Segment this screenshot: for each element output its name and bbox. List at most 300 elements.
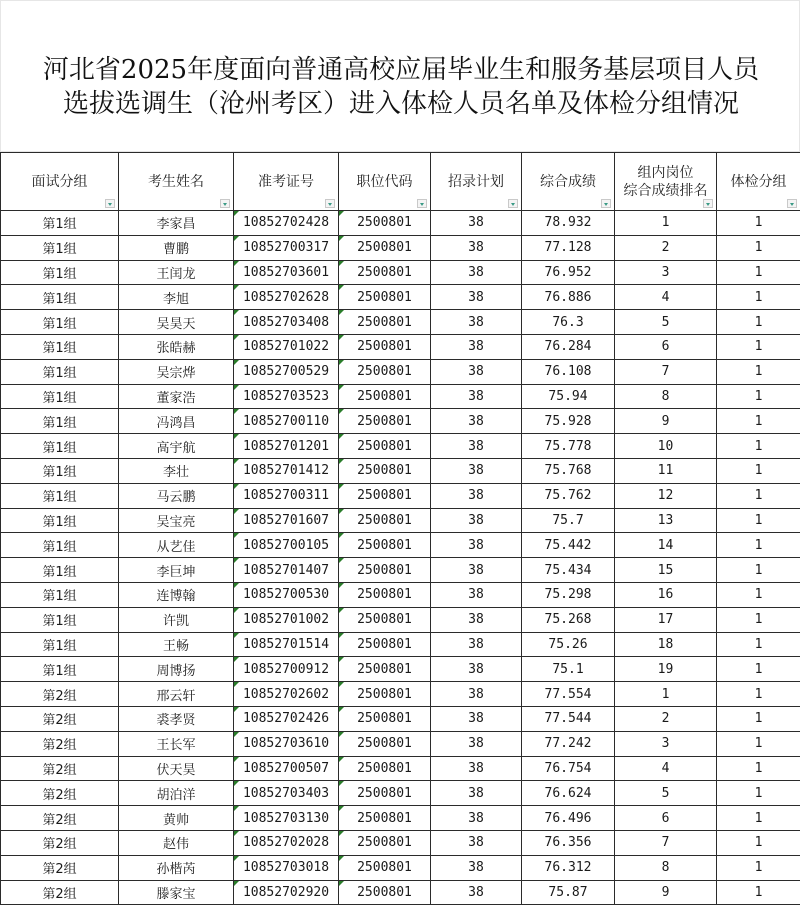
cell-plan[interactable]	[431, 483, 522, 508]
cell-position-code[interactable]	[339, 607, 431, 632]
cell-score-value: 75.268	[544, 612, 592, 628]
cell-interview-group[interactable]	[1, 211, 119, 236]
cell-exam-group[interactable]	[717, 756, 800, 781]
cell-candidate-name[interactable]	[119, 880, 234, 905]
cell-position-code[interactable]	[339, 582, 431, 607]
cell-candidate-name[interactable]	[119, 211, 234, 236]
cell-ticket-no-value: 10852701201	[242, 438, 330, 454]
cell-position-code[interactable]	[339, 458, 431, 483]
cell-ticket-no[interactable]	[234, 682, 339, 707]
cell-exam-group[interactable]	[717, 682, 800, 707]
cell-exam-group[interactable]	[717, 582, 800, 607]
cell-plan-value: 38	[468, 835, 484, 851]
cell-interview-group[interactable]	[1, 359, 119, 384]
cell-plan[interactable]	[431, 731, 522, 756]
text-format-marker-icon	[234, 633, 239, 638]
cell-position-code[interactable]	[339, 558, 431, 583]
text-format-marker-icon	[339, 434, 344, 439]
cell-rank[interactable]	[615, 359, 717, 384]
cell-score[interactable]	[522, 830, 615, 855]
cell-plan[interactable]	[431, 558, 522, 583]
cell-ticket-no-value: 10852703130	[242, 810, 330, 826]
column-header-label: 考生姓名	[148, 173, 204, 190]
cell-position-code[interactable]	[339, 880, 431, 905]
cell-score[interactable]	[522, 731, 615, 756]
cell-score[interactable]	[522, 310, 615, 335]
cell-ticket-no[interactable]	[234, 806, 339, 831]
cell-rank-value: 16	[657, 587, 674, 603]
cell-plan[interactable]	[431, 211, 522, 236]
cell-rank-value: 5	[661, 785, 670, 801]
cell-interview-group[interactable]	[1, 880, 119, 905]
cell-score[interactable]	[522, 409, 615, 434]
cell-ticket-no[interactable]	[234, 334, 339, 359]
cell-interview-group[interactable]	[1, 310, 119, 335]
cell-plan-value: 38	[468, 587, 484, 603]
cell-ticket-no-value: 10852700529	[242, 364, 330, 380]
cell-plan[interactable]	[431, 235, 522, 260]
cell-rank[interactable]	[615, 211, 717, 236]
cell-score[interactable]	[522, 682, 615, 707]
cell-rank[interactable]	[615, 285, 717, 310]
cell-exam-group-value: 1	[754, 364, 763, 380]
cell-ticket-no[interactable]	[234, 359, 339, 384]
cell-rank[interactable]	[615, 558, 717, 583]
cell-interview-group[interactable]	[1, 781, 119, 806]
cell-candidate-name[interactable]	[119, 830, 234, 855]
cell-plan[interactable]	[431, 334, 522, 359]
cell-plan[interactable]	[431, 409, 522, 434]
cell-rank[interactable]	[615, 334, 717, 359]
cell-candidate-name[interactable]	[119, 434, 234, 459]
cell-score[interactable]	[522, 880, 615, 905]
cell-score[interactable]	[522, 334, 615, 359]
text-format-marker-icon	[234, 856, 239, 861]
cell-plan[interactable]	[431, 781, 522, 806]
cell-exam-group[interactable]	[717, 880, 800, 905]
cell-rank[interactable]	[615, 310, 717, 335]
cell-rank[interactable]	[615, 657, 717, 682]
cell-position-code[interactable]	[339, 781, 431, 806]
cell-plan[interactable]	[431, 682, 522, 707]
cell-score[interactable]	[522, 359, 615, 384]
cell-position-code[interactable]	[339, 830, 431, 855]
cell-exam-group[interactable]	[717, 409, 800, 434]
cell-interview-group[interactable]	[1, 434, 119, 459]
cell-plan[interactable]	[431, 706, 522, 731]
cell-ticket-no[interactable]	[234, 434, 339, 459]
cell-score[interactable]	[522, 211, 615, 236]
cell-ticket-no[interactable]	[234, 235, 339, 260]
cell-interview-group[interactable]	[1, 285, 119, 310]
cell-exam-group[interactable]	[717, 211, 800, 236]
cell-ticket-no[interactable]	[234, 855, 339, 880]
cell-candidate-name[interactable]	[119, 334, 234, 359]
cell-score[interactable]	[522, 533, 615, 558]
cell-position-code[interactable]	[339, 855, 431, 880]
cell-candidate-name[interactable]	[119, 855, 234, 880]
cell-position-code[interactable]	[339, 285, 431, 310]
cell-score[interactable]	[522, 434, 615, 459]
cell-exam-group[interactable]	[717, 830, 800, 855]
cell-score[interactable]	[522, 781, 615, 806]
cell-position-code[interactable]	[339, 211, 431, 236]
text-format-marker-icon	[234, 434, 239, 439]
cell-candidate-name[interactable]	[119, 582, 234, 607]
cell-plan[interactable]	[431, 434, 522, 459]
cell-rank[interactable]	[615, 706, 717, 731]
cell-score[interactable]	[522, 483, 615, 508]
cell-rank[interactable]	[615, 756, 717, 781]
cell-exam-group[interactable]	[717, 632, 800, 657]
cell-candidate-name[interactable]	[119, 310, 234, 335]
text-format-marker-icon	[234, 385, 239, 390]
cell-position-code[interactable]	[339, 632, 431, 657]
cell-score[interactable]	[522, 706, 615, 731]
cell-score[interactable]	[522, 607, 615, 632]
cell-candidate-name[interactable]	[119, 781, 234, 806]
cell-plan[interactable]	[431, 533, 522, 558]
cell-exam-group[interactable]	[717, 657, 800, 682]
cell-plan[interactable]	[431, 508, 522, 533]
cell-ticket-no-value: 10852703601	[242, 264, 330, 280]
cell-candidate-name[interactable]	[119, 533, 234, 558]
filter-dropdown-icon[interactable]	[417, 199, 427, 208]
text-format-marker-icon	[234, 236, 239, 241]
cell-rank[interactable]	[615, 483, 717, 508]
cell-position-code[interactable]	[339, 434, 431, 459]
cell-position-code-value: 2500801	[357, 413, 412, 429]
cell-score[interactable]	[522, 855, 615, 880]
filter-dropdown-icon[interactable]	[325, 199, 335, 208]
cell-rank[interactable]	[615, 607, 717, 632]
table-row	[1, 880, 800, 905]
cell-ticket-no[interactable]	[234, 582, 339, 607]
cell-score-value: 75.298	[544, 587, 592, 603]
cell-rank[interactable]	[615, 384, 717, 409]
cell-ticket-no[interactable]	[234, 384, 339, 409]
cell-interview-group[interactable]	[1, 558, 119, 583]
cell-ticket-no[interactable]	[234, 781, 339, 806]
cell-ticket-no[interactable]	[234, 310, 339, 335]
cell-plan[interactable]	[431, 657, 522, 682]
cell-exam-group[interactable]	[717, 855, 800, 880]
cell-rank[interactable]	[615, 806, 717, 831]
cell-candidate-name[interactable]	[119, 409, 234, 434]
cell-ticket-no-value: 10852701514	[242, 636, 330, 652]
table-row	[1, 211, 800, 236]
cell-score-value: 75.442	[544, 537, 592, 553]
cell-candidate-name[interactable]	[119, 682, 234, 707]
cell-position-code[interactable]	[339, 334, 431, 359]
cell-exam-group[interactable]	[717, 310, 800, 335]
cell-rank-value: 12	[657, 488, 674, 504]
cell-exam-group-value: 1	[754, 711, 763, 727]
cell-score[interactable]	[522, 260, 615, 285]
cell-ticket-no-value: 10852700105	[242, 537, 330, 553]
cell-candidate-name[interactable]	[119, 806, 234, 831]
cell-ticket-no[interactable]	[234, 409, 339, 434]
cell-candidate-name[interactable]	[119, 359, 234, 384]
cell-position-code[interactable]	[339, 657, 431, 682]
cell-ticket-no-value: 10852703610	[242, 736, 330, 752]
cell-position-code-value: 2500801	[357, 760, 412, 776]
cell-rank[interactable]	[615, 260, 717, 285]
cell-ticket-no[interactable]	[234, 632, 339, 657]
cell-ticket-no[interactable]	[234, 458, 339, 483]
cell-score-value: 75.26	[548, 636, 588, 652]
cell-position-code[interactable]	[339, 409, 431, 434]
cell-candidate-name[interactable]	[119, 285, 234, 310]
cell-rank[interactable]	[615, 458, 717, 483]
cell-interview-group[interactable]	[1, 384, 119, 409]
cell-rank[interactable]	[615, 508, 717, 533]
cell-score-value: 76.3	[552, 314, 584, 330]
cell-ticket-no[interactable]	[234, 830, 339, 855]
text-format-marker-icon	[234, 459, 239, 464]
cell-exam-group[interactable]	[717, 285, 800, 310]
cell-ticket-no-value: 10852701407	[242, 562, 330, 578]
cell-exam-group[interactable]	[717, 334, 800, 359]
cell-exam-group[interactable]	[717, 260, 800, 285]
cell-score-value: 77.128	[544, 240, 592, 256]
cell-exam-group-value: 1	[754, 835, 763, 851]
cell-ticket-no[interactable]	[234, 657, 339, 682]
cell-interview-group[interactable]	[1, 731, 119, 756]
cell-score[interactable]	[522, 458, 615, 483]
cell-position-code[interactable]	[339, 682, 431, 707]
cell-exam-group[interactable]	[717, 384, 800, 409]
cell-interview-group-value: 第1组	[42, 366, 77, 382]
cell-plan[interactable]	[431, 855, 522, 880]
cell-position-code[interactable]	[339, 359, 431, 384]
cell-score[interactable]	[522, 384, 615, 409]
cell-score-value: 76.284	[544, 339, 592, 355]
cell-rank[interactable]	[615, 830, 717, 855]
cell-candidate-name[interactable]	[119, 508, 234, 533]
cell-ticket-no[interactable]	[234, 483, 339, 508]
cell-score[interactable]	[522, 558, 615, 583]
filter-dropdown-icon[interactable]	[105, 199, 115, 208]
cell-plan[interactable]	[431, 830, 522, 855]
cell-score[interactable]	[522, 235, 615, 260]
cell-exam-group[interactable]	[717, 558, 800, 583]
cell-score[interactable]	[522, 756, 615, 781]
cell-position-code[interactable]	[339, 260, 431, 285]
cell-score[interactable]	[522, 806, 615, 831]
cell-rank[interactable]	[615, 235, 717, 260]
cell-ticket-no-value: 10852700311	[242, 488, 330, 504]
filter-dropdown-icon[interactable]	[220, 199, 230, 208]
cell-rank[interactable]	[615, 533, 717, 558]
table-row	[1, 756, 800, 781]
cell-interview-group[interactable]	[1, 582, 119, 607]
cell-exam-group-value: 1	[754, 463, 763, 479]
cell-plan[interactable]	[431, 285, 522, 310]
cell-position-code-value: 2500801	[357, 537, 412, 553]
cell-interview-group-value: 第1组	[42, 514, 77, 530]
cell-ticket-no-value: 10852702426	[242, 711, 330, 727]
cell-plan[interactable]	[431, 880, 522, 905]
cell-exam-group[interactable]	[717, 806, 800, 831]
cell-candidate-name[interactable]	[119, 756, 234, 781]
cell-plan[interactable]	[431, 260, 522, 285]
filter-dropdown-icon[interactable]	[508, 199, 518, 208]
cell-rank[interactable]	[615, 434, 717, 459]
text-format-marker-icon	[339, 409, 344, 414]
cell-exam-group[interactable]	[717, 434, 800, 459]
filter-dropdown-icon[interactable]	[703, 199, 713, 208]
cell-interview-group[interactable]	[1, 706, 119, 731]
cell-score-value: 75.928	[544, 413, 592, 429]
cell-exam-group[interactable]	[717, 607, 800, 632]
cell-position-code[interactable]	[339, 508, 431, 533]
column-header-score	[522, 153, 615, 211]
cell-score[interactable]	[522, 657, 615, 682]
cell-interview-group[interactable]	[1, 260, 119, 285]
cell-position-code-value: 2500801	[357, 562, 412, 578]
cell-score[interactable]	[522, 582, 615, 607]
cell-interview-group[interactable]	[1, 682, 119, 707]
cell-candidate-name[interactable]	[119, 706, 234, 731]
cell-interview-group[interactable]	[1, 458, 119, 483]
cell-exam-group[interactable]	[717, 533, 800, 558]
cell-ticket-no[interactable]	[234, 756, 339, 781]
roster-body	[1, 211, 800, 905]
filter-dropdown-icon[interactable]	[787, 199, 797, 208]
cell-exam-group[interactable]	[717, 359, 800, 384]
cell-interview-group[interactable]	[1, 830, 119, 855]
filter-dropdown-icon[interactable]	[601, 199, 611, 208]
cell-interview-group[interactable]	[1, 806, 119, 831]
cell-ticket-no[interactable]	[234, 508, 339, 533]
cell-plan[interactable]	[431, 756, 522, 781]
cell-plan[interactable]	[431, 582, 522, 607]
cell-position-code[interactable]	[339, 806, 431, 831]
cell-interview-group[interactable]	[1, 235, 119, 260]
cell-ticket-no[interactable]	[234, 731, 339, 756]
cell-position-code[interactable]	[339, 756, 431, 781]
cell-candidate-name[interactable]	[119, 558, 234, 583]
cell-interview-group-value: 第2组	[42, 762, 77, 778]
column-header-exam-group	[717, 153, 800, 211]
cell-score[interactable]	[522, 632, 615, 657]
cell-plan[interactable]	[431, 607, 522, 632]
text-format-marker-icon	[339, 781, 344, 786]
cell-rank[interactable]	[615, 409, 717, 434]
cell-candidate-name[interactable]	[119, 607, 234, 632]
cell-position-code[interactable]	[339, 706, 431, 731]
cell-position-code[interactable]	[339, 310, 431, 335]
cell-exam-group[interactable]	[717, 458, 800, 483]
cell-ticket-no-value: 10852701022	[242, 339, 330, 355]
cell-interview-group[interactable]	[1, 607, 119, 632]
cell-position-code-value: 2500801	[357, 686, 412, 702]
cell-candidate-name[interactable]	[119, 458, 234, 483]
cell-rank-value: 14	[657, 537, 674, 553]
cell-exam-group[interactable]	[717, 781, 800, 806]
cell-candidate-name[interactable]	[119, 483, 234, 508]
cell-exam-group[interactable]	[717, 235, 800, 260]
cell-candidate-name[interactable]	[119, 632, 234, 657]
cell-interview-group[interactable]	[1, 334, 119, 359]
cell-score-value: 75.762	[544, 488, 592, 504]
cell-rank[interactable]	[615, 731, 717, 756]
cell-plan[interactable]	[431, 806, 522, 831]
cell-candidate-name[interactable]	[119, 235, 234, 260]
cell-position-code[interactable]	[339, 533, 431, 558]
cell-interview-group[interactable]	[1, 657, 119, 682]
cell-rank[interactable]	[615, 632, 717, 657]
cell-interview-group[interactable]	[1, 855, 119, 880]
cell-interview-group-value: 第1组	[42, 490, 77, 506]
cell-exam-group[interactable]	[717, 508, 800, 533]
cell-interview-group[interactable]	[1, 756, 119, 781]
cell-exam-group[interactable]	[717, 731, 800, 756]
cell-candidate-name[interactable]	[119, 657, 234, 682]
cell-interview-group[interactable]	[1, 632, 119, 657]
cell-candidate-name-value: 李家昌	[156, 217, 196, 233]
cell-candidate-name[interactable]	[119, 731, 234, 756]
table-row	[1, 434, 800, 459]
text-format-marker-icon	[339, 360, 344, 365]
cell-score-value: 76.496	[544, 810, 592, 826]
cell-rank[interactable]	[615, 855, 717, 880]
cell-plan[interactable]	[431, 458, 522, 483]
cell-rank-value: 13	[657, 512, 674, 528]
cell-plan[interactable]	[431, 310, 522, 335]
cell-exam-group[interactable]	[717, 706, 800, 731]
cell-interview-group[interactable]	[1, 483, 119, 508]
cell-candidate-name-value: 王闰龙	[156, 266, 196, 282]
cell-rank[interactable]	[615, 582, 717, 607]
cell-position-code[interactable]	[339, 731, 431, 756]
table-row	[1, 682, 800, 707]
cell-interview-group[interactable]	[1, 508, 119, 533]
cell-ticket-no[interactable]	[234, 880, 339, 905]
cell-plan[interactable]	[431, 359, 522, 384]
cell-rank[interactable]	[615, 781, 717, 806]
cell-candidate-name[interactable]	[119, 260, 234, 285]
cell-candidate-name-value: 马云鹏	[156, 490, 196, 506]
cell-ticket-no[interactable]	[234, 285, 339, 310]
cell-candidate-name[interactable]	[119, 384, 234, 409]
cell-ticket-no[interactable]	[234, 558, 339, 583]
cell-ticket-no[interactable]	[234, 211, 339, 236]
cell-rank[interactable]	[615, 880, 717, 905]
cell-position-code[interactable]	[339, 384, 431, 409]
cell-exam-group[interactable]	[717, 483, 800, 508]
cell-plan[interactable]	[431, 632, 522, 657]
cell-ticket-no[interactable]	[234, 607, 339, 632]
cell-rank[interactable]	[615, 682, 717, 707]
cell-exam-group-value: 1	[754, 760, 763, 776]
cell-plan[interactable]	[431, 384, 522, 409]
cell-ticket-no[interactable]	[234, 706, 339, 731]
cell-candidate-name-value: 黄帅	[162, 812, 189, 828]
cell-score[interactable]	[522, 508, 615, 533]
cell-interview-group[interactable]	[1, 409, 119, 434]
cell-ticket-no-value: 10852702602	[242, 686, 330, 702]
text-format-marker-icon	[234, 509, 239, 514]
cell-score[interactable]	[522, 285, 615, 310]
cell-position-code[interactable]	[339, 483, 431, 508]
cell-position-code[interactable]	[339, 235, 431, 260]
cell-position-code-value: 2500801	[357, 215, 412, 231]
cell-ticket-no[interactable]	[234, 533, 339, 558]
cell-ticket-no[interactable]	[234, 260, 339, 285]
cell-interview-group[interactable]	[1, 533, 119, 558]
